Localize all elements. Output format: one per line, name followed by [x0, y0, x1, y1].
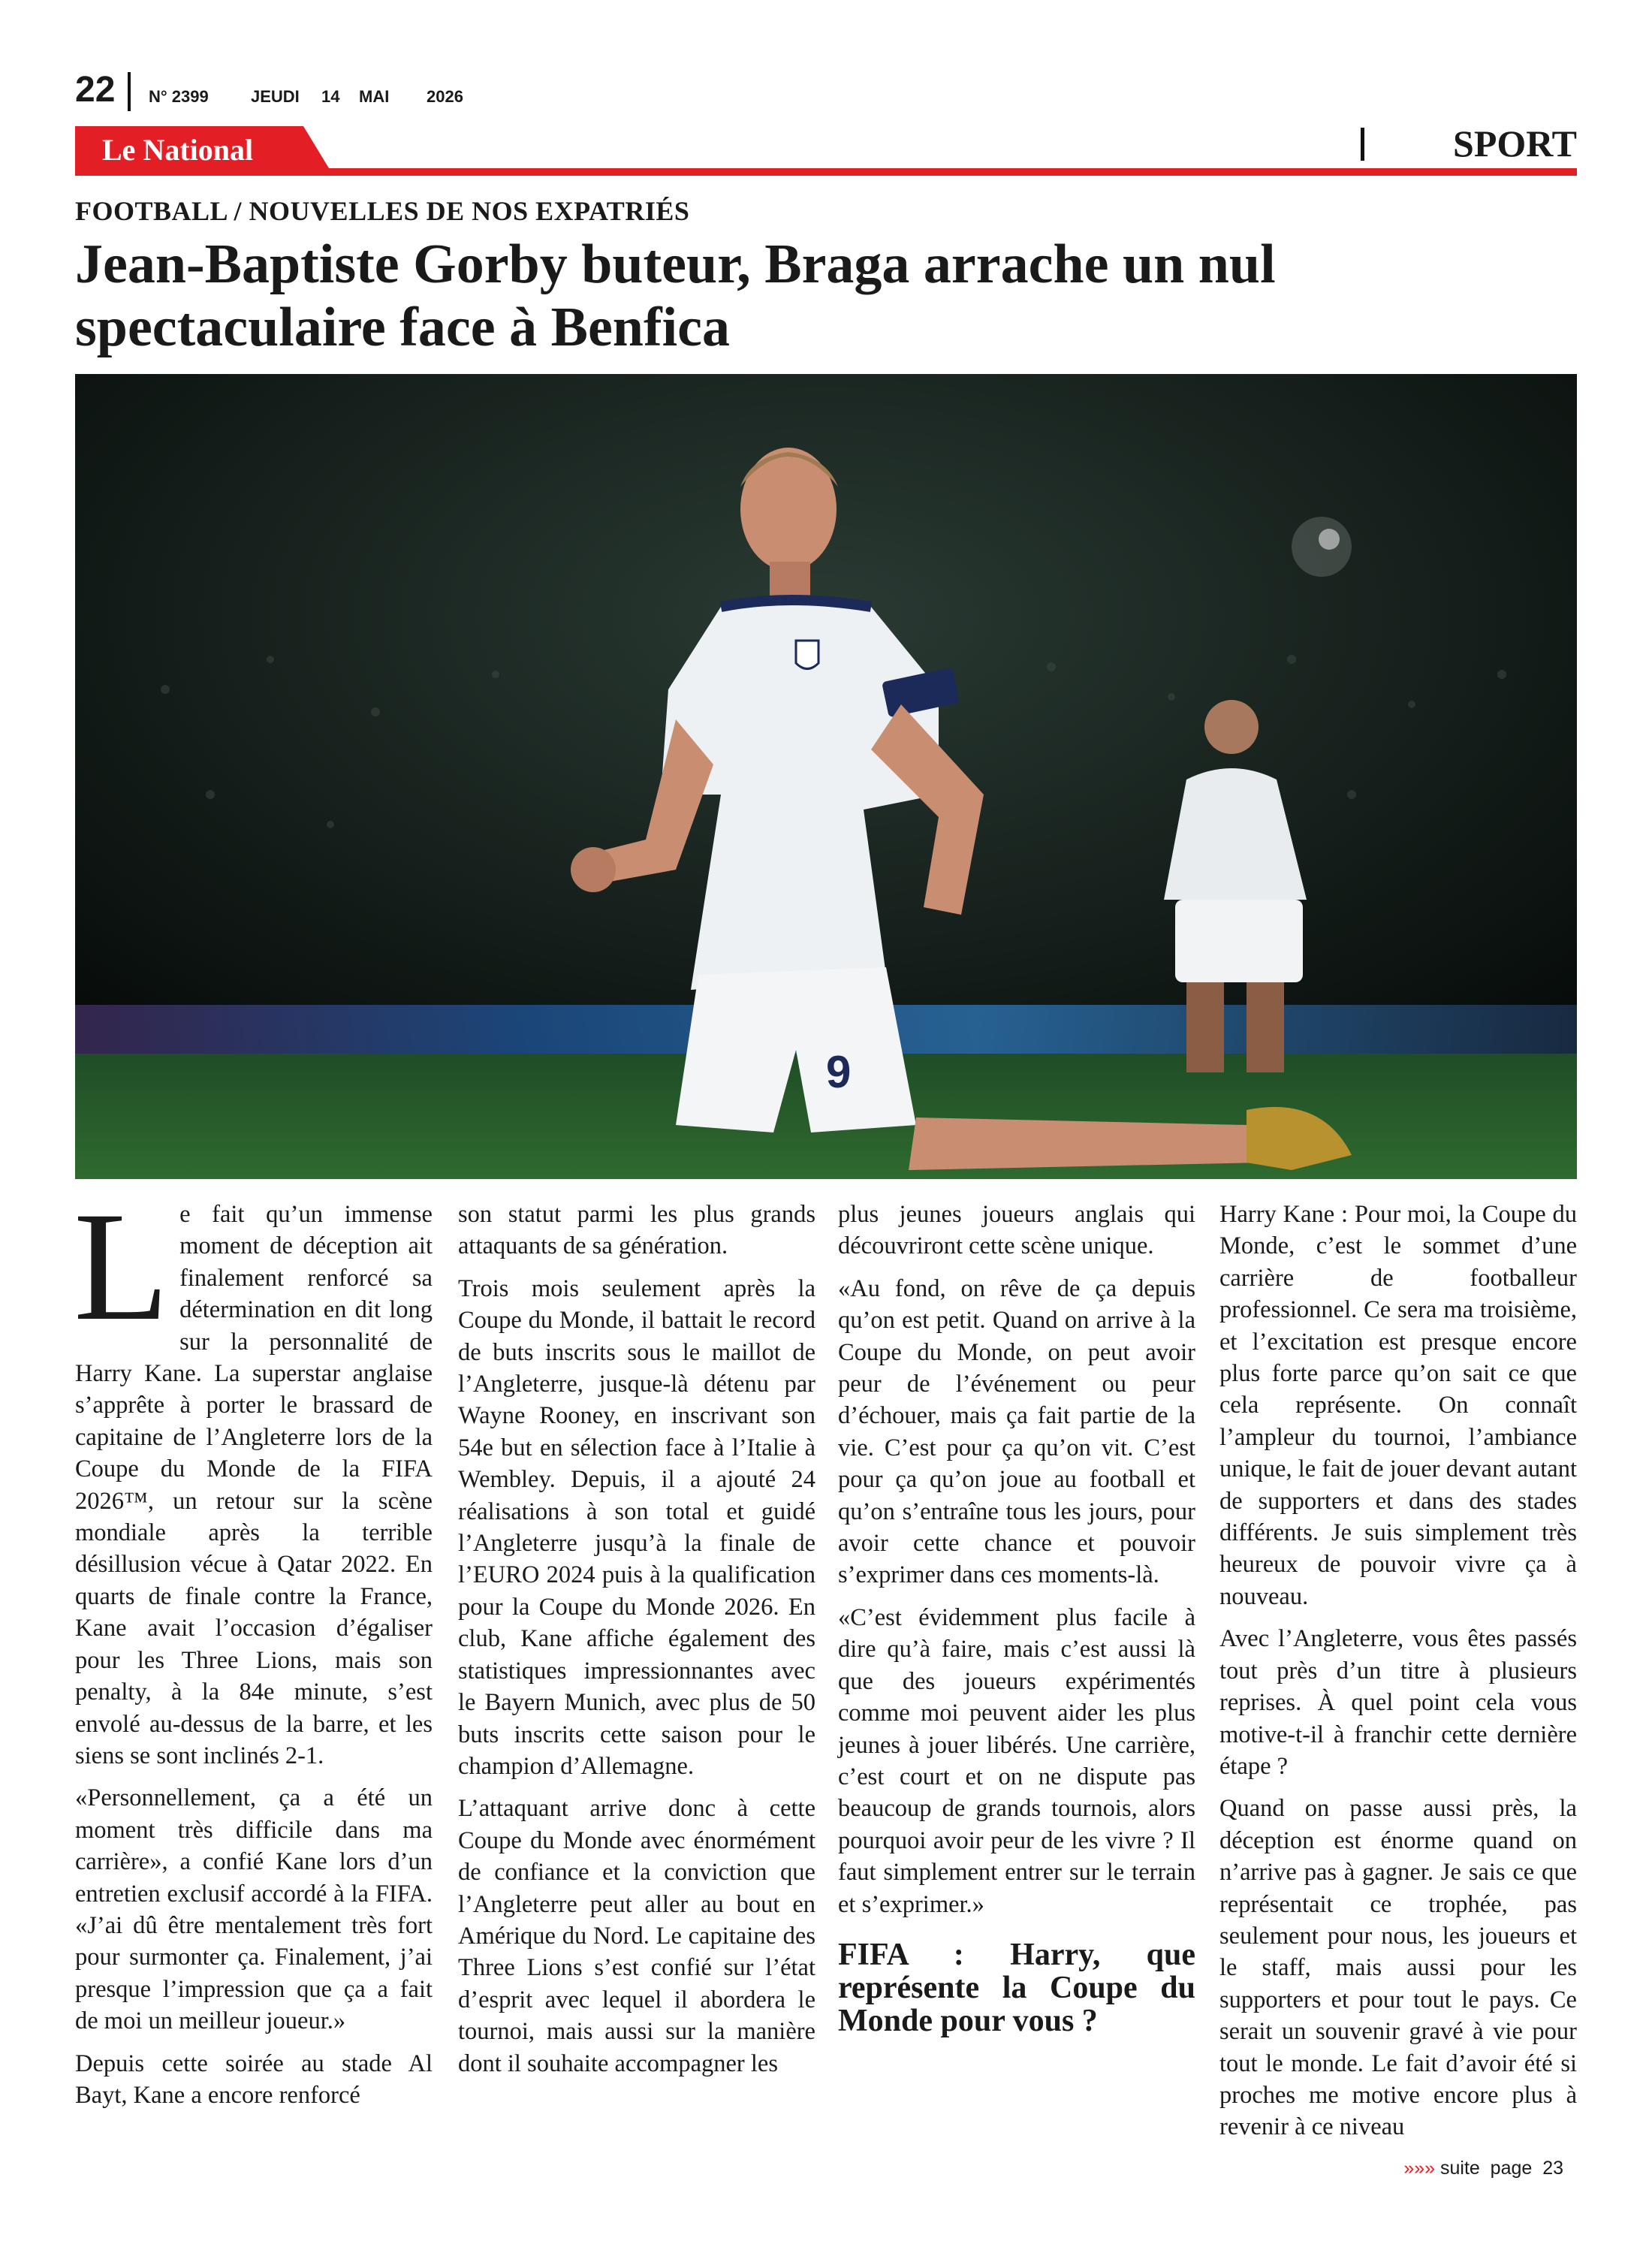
- svg-text:9: 9: [826, 1047, 852, 1097]
- article-paragraph: [74, 1180, 433, 1772]
- article-paragraph: son statut parmi les plus grands attaquants de sa génération.: [458, 1201, 815, 1260]
- section-divider: [1361, 128, 1364, 161]
- paragraph-text: e fait qu’un immense moment de déception ait finalement renforcé sa détermination en dit long sur la personnalité de Harry Kane. La superstar anglaise s’apprête à porter le brassard de capitaine de l’Angleterre lors de la Coupe du Monde de la FIFA 2026™, un retour sur la scène mondiale après la terrible désillusion vécue à Qatar 2022. En quarts de finale contre la France, Kane avait l’occasion d’égaliser pour les Three Lions, mais son penalty, à la 84e minute, s’est envolé au-dessus de la barre, et les siens se sont inclinés 2-1.: [75, 1201, 433, 1769]
- continued-link[interactable]: [1403, 2157, 1563, 2179]
- continue-arrows-icon: »»»: [1403, 2158, 1436, 2179]
- article-paragraph: Avec l’Angleterre, vous êtes passés tout près d’un titre à plusieurs reprises. À quel point cela vous motive-t-il à franchir cette dernière étape ?: [1219, 1625, 1577, 1780]
- page-number: 22: [75, 70, 116, 110]
- article-column-4: [1219, 1199, 1577, 2154]
- article-photo: [75, 374, 1577, 1179]
- article-paragraph: Trois mois seulement après la Coupe du Monde, il battait le record de buts inscrits sous le maillot de l’Angleterre, jusque-là détenu par Wayne Rooney, en inscrivant son 54e but en sélection face à l’Italie à Wembley. Depuis, il a ajouté 24 réalisations à son total et guidé l’Angleterre jusqu’à la finale de l’EURO 2024 puis à la qualification pour la Coupe du Monde 2026. En club, Kane affiche également des statistiques impressionnantes avec le Bayern Munich, avec plus de 50 buts inscrits cette saison pour le champion d’Allemagne.: [458, 1274, 815, 1780]
- article-paragraph: Depuis cette soirée au stade Al Bayt, Kane a encore renforcé: [75, 2049, 433, 2109]
- drop-cap: L: [74, 1180, 170, 1353]
- issue-year: 2026: [427, 87, 463, 106]
- article-paragraph: L’attaquant arrive donc à cette Coupe du Monde avec énormément de confiance et la conviction que l’Angleterre peut aller au bout en Amérique du Nord. Le capitaine des Three Lions s’est confié sur l’état d’esprit avec lequel il abordera le tournoi, mais aussi sur la manière dont il souhaite accompagner les: [458, 1795, 815, 2077]
- header-divider: [128, 72, 131, 111]
- issue-number: N° 2399: [149, 87, 209, 106]
- article-paragraph: «Au fond, on rêve de ça depuis qu’on est petit. Quand on arrive à la Coupe du Monde, on peut avoir peur de l’événement ou peur d’échouer, mais ça fait partie de la vie. C’est pour ça qu’on vit. C’est pour ça qu’on joue au football et qu’on s’entraîne tous les jours, pour avoir cette chance et pouvoir s’exprimer dans ces moments-là.: [838, 1274, 1195, 1589]
- article-column-2: [458, 1199, 815, 2090]
- article-title: Jean-Baptiste Gorby buteur, Braga arrache un nul spectaculaire face à Benfica: [75, 234, 1276, 358]
- article-paragraph: plus jeunes joueurs anglais qui découvriront cette scène unique.: [838, 1201, 1195, 1260]
- section-label: SPORT: [1453, 122, 1577, 164]
- continued-text: suite page 23: [1439, 2158, 1563, 2179]
- article-paragraph: «Personnellement, ça a été un moment très difficile dans ma carrière», a confié Kane lors d’un entretien exclusif accordé à la FIFA. «J’ai dû être mentalement très fort pour surmonter ça. Finalement, j’ai presque l’impression que ça a fait de moi un meilleur joueur.»: [75, 1784, 433, 2035]
- article-paragraph: Quand on passe aussi près, la déception est énorme quand on n’arrive pas à gagner. Je sais ce que représentait ce trophée, pas seulement pour nous, les joueurs et le staff, mais aussi pour les supporters et pour tout le pays. Ce serait un souvenir gravé à vie pour tout le monde. Le fait d’avoir été si proches me motive encore plus à revenir à ce niveau: [1219, 1795, 1577, 2141]
- brand-logo: Le National: [102, 133, 254, 167]
- brand-banner: [75, 126, 1577, 177]
- article-paragraph: «C’est évidemment plus facile à dire qu’à faire, mais c’est aussi là que des joueurs expérimentés comme moi peuvent aider les plus jeunes à jouer libérés. Une carrière, c’est court et on ne dispute pas beaucoup de grands tournois, alors pourquoi avoir peur de les vivre ? Il faut simplement entrer sur le terrain et s’exprimer.»: [838, 1603, 1195, 1918]
- interview-subhead: FIFA : Harry, que représente la Coupe du Monde pour vous ?: [838, 1937, 1195, 2038]
- article-paragraph: Harry Kane : Pour moi, la Coupe du Monde, c’est le sommet d’une carrière de footballeur professionnel. Ce sera ma troisième, et l’excitation est presque encore plus forte parce qu’on sait ce que cela représente. On connaît l’ampleur du tournoi, l’ambiance unique, le fait de jouer devant autant de supporters et dans des stades différents. Je suis simplement très heureux de pouvoir vivre ça à nouveau.: [1219, 1201, 1577, 1610]
- issue-date-day: 14: [321, 87, 340, 106]
- article-column-1: [74, 1180, 433, 2122]
- issue-day: JEUDI: [251, 87, 300, 106]
- issue-month: MAI: [359, 87, 390, 106]
- article-column-3: [838, 1199, 1195, 2037]
- football-player-celebration-photo: [75, 374, 1577, 1179]
- article-kicker: FOOTBALL / NOUVELLES DE NOS EXPATRIÉS: [75, 196, 690, 226]
